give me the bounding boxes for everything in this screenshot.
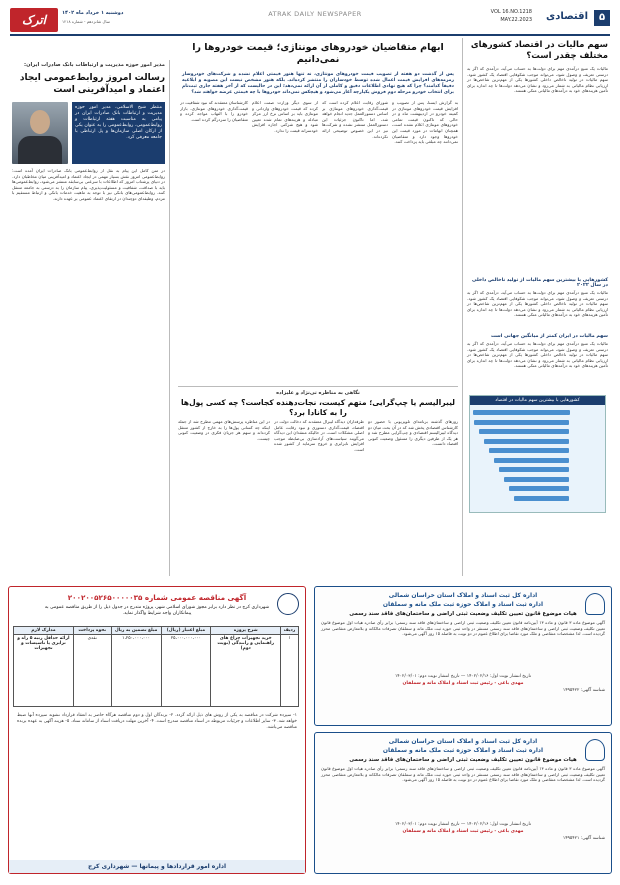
lead-article bbox=[178, 38, 458, 382]
tax-chart-row-bar bbox=[504, 477, 569, 482]
bottom-article bbox=[178, 386, 458, 576]
bottom-article-title: لیبرالیسم یا چپ‌گرایی؛ متهم کیست، نجات‌دهنده کجاست؟ چه کسی پول‌ها را به کانادا برد؟ bbox=[180, 398, 456, 417]
left-article-body: در متن کامل این پیام به نقل از روابط‌عمومی بانک صادرات ایران آمده است: روابط‌عمومی امروز نقش بسیار مهمی در ایجاد اعتماد و امیدآفرینی میان مخاطبان دارد. در دنیای پرشتاب امروز که اطلاعات با سرعتی بی‌سابقه منتشر می‌شود، روابط‌عمومی‌ها باید با صداقت، شفافیت و مسئولیت‌پذیری، پیام سازمان را به درستی به جامعه منتقل کنند. روابط‌عمومی‌های بانکی نیز با توجه به ماهیت خدمات بانکی و ارتباط مستقیم با مردم، وظیفه‌ای دوچندان در ارتقای اعتماد عمومی بر عهده دارند. bbox=[12, 168, 165, 201]
tender-td-3: ۲۵،۰۰۰،۰۰۰،۰۰۰ bbox=[161, 635, 211, 707]
portrait-head bbox=[30, 110, 50, 134]
ad2-body: آگهی موضوع ماده ۳ قانون و ماده ۱۳ آیین‌نامه قانون تعیین تکلیف وضعیت ثبتی اراضی و ساختمان‌های فاقد سند رسمی؛ برابر رأی صادره هیات اول موضوع قانون تعیین تکلیف وضعیت ثبتی اراضی و ساختمان‌های فاقد سند رسمی مستقر در واحد ثبتی حوزه ثبت ملک مانه و سملقان تصرفات مالکانه و بلامعارض متقاضی محرز گردیده است. لذا مشخصات متقاضی و ملک مورد تقاضا برای اطلاع عموم در دو نوبت به فاصله ۱۵ روز آگهی می‌شود. bbox=[321, 766, 605, 783]
tax-chart-rows bbox=[470, 405, 605, 506]
tax-chart-row bbox=[473, 465, 602, 475]
tax-chart-row-bar bbox=[489, 448, 569, 453]
tender-title: آگهی مناقصه عمومی شماره ۲۰۰۲۰۰۵۲۶۵۰۰۰۰۰۳۵ bbox=[67, 593, 247, 602]
left-article-title: رسالت امروز روابط‌عمومی ایجاد اعتماد و امیدآفرینی است bbox=[19, 73, 165, 95]
tax-chart-row-bar bbox=[473, 410, 570, 415]
right-article-title: سهم مالیات در اقتصاد کشورهای مختلف چقدر است؟ bbox=[470, 40, 608, 61]
tender-table-row bbox=[14, 635, 299, 707]
logo-box: اترک bbox=[10, 8, 58, 32]
tax-chart-row bbox=[473, 494, 602, 504]
issue-line: سال شانزدهم - شماره ۱۲۱۸ bbox=[62, 19, 110, 24]
right-article-body-1: مالیات یک منبع درآمدی مهم برای دولت‌ها به حساب می‌آید، درآمدی که اگر به درستی تعریف و وصول شود، می‌تواند موجب شکوفایی اقتصاد یک کشور شود. سهم مالیات در تولید ناخالص داخلی کشورها یکی از مهم‌ترین شاخص‌ها در ارزیابی نظام مالیاتی به شمار می‌رود و نشان می‌دهد دولت‌ها تا چه اندازه برای تأمین هزینه‌های خود به درآمدهای مالیاتی متکی هستند. bbox=[467, 66, 608, 94]
ad-registration-1 bbox=[314, 586, 612, 726]
tax-chart-row-bar bbox=[474, 420, 569, 425]
left-article bbox=[8, 60, 170, 576]
ad2-emblem bbox=[585, 739, 605, 761]
ad1-signature: مهدی باغی - رئیس ثبت اسناد و املاک مانه و سملقان bbox=[402, 681, 524, 686]
tax-chart-row bbox=[473, 418, 602, 428]
lead-col-2-text: شورای رقابت اعلام کرده است که قیمت‌گذاری خودروهای مونتاژی بر اساس دستورالعمل جدید انجام خواهد شد، اما تاکنون جزئیات این دستورالعمل منتشر نشده و شرکت‌ها نیز در این خصوص توضیحی ارائه نکرده‌اند. bbox=[322, 100, 388, 139]
bottom-col-1-text: روزهای گذشته برنامه‌ای تلویزیونی با حضور دو کارشناس اقتصادی پخش شد که در آن بحث میان دو دیدگاه لیبرالیسم اقتصادی و چپ‌گرایی مطرح شد و هر یک از طرفین دیگری را مسئول وضعیت کنونی اقتصاد دانست. bbox=[368, 419, 458, 447]
tender-th-3: مبلغ اعتبار (ریال) bbox=[161, 627, 211, 635]
ad2-signature: مهدی باغی - رئیس ثبت اسناد و املاک مانه و سملقان bbox=[402, 829, 524, 834]
tax-chart-row bbox=[473, 408, 602, 418]
right-article-subhead-2: سهم مالیات در ایران کمتر از میانگین جهانی است bbox=[490, 334, 608, 339]
tax-chart-row bbox=[473, 446, 602, 456]
lead-col-1-text: به گزارش ایسنا، پس از تصویب و افزایش قیمت خودروهای مونتاژی در کمیته خودرو در اردیبهشت ماه و در حالی که تاکنون قیمت تمامی خودروهای مونتاژی اعلام نشده است، همچنان ابهامات در مورد قیمت این خودروها وجود دارد و متقاضیان نمی‌دانند چه مبلغی باید پرداخت کنند. bbox=[392, 100, 458, 145]
ad2-code: شناسه آگهی: ۱۴۹۵۴۲۱ bbox=[562, 836, 605, 841]
tender-td-5: نقدی bbox=[73, 635, 111, 707]
tax-chart-row-bar bbox=[514, 496, 569, 501]
tax-chart-row-bar bbox=[499, 467, 569, 472]
tax-chart-title: کشورهایی با بیشترین سهم مالیات در اقتصاد bbox=[470, 396, 605, 405]
ad-registration-2 bbox=[314, 732, 612, 874]
tender-td-1: ۱ bbox=[281, 635, 299, 707]
tender-footer: اداره امور قراردادها و پیمانها — شهرداری کرج bbox=[9, 860, 305, 873]
tax-chart-row bbox=[473, 427, 602, 437]
tender-notes: ۱- سپرده شرکت در مناقصه به یکی از روش های ذیل ارائه گردد. ۲- برندگان اول و دوم مناقصه هرگاه حاضر به انعقاد قرارداد نشوند سپرده آنها ضبط خواهد شد. ۳- سایر اطلاعات و جزئیات مربوطه در اسناد مناقصه مندرج است. ۴- آخرین مهلت دریافت اسناد از سامانه ستاد. ۵- هزینه آگهی به عهده برنده مناقصه می‌باشد. bbox=[17, 713, 297, 730]
date-line: دوشنبه ۱ خرداد ماه ۱۴۰۲ bbox=[62, 10, 124, 16]
tax-chart-row-bar bbox=[494, 458, 569, 463]
ad2-title: اداره کل ثبت اسناد و املاک استان خراسان شمالی bbox=[388, 738, 538, 745]
ad2-dates: تاریخ انتشار نوبت اول: ۱۴۰۲/۰۲/۱۶ — تاریخ انتشار نوبت دوم: ۱۴۰۲/۰۳/۰۱ bbox=[394, 822, 532, 827]
lead-article-title: ابهام متقاضیان خودروهای مونتاژی؛ قیمت خودروها را نمی‌دانیم bbox=[192, 42, 444, 65]
lead-col-3 bbox=[252, 100, 318, 380]
ad2-heading: هیات موضوع قانون تعیین تکلیف وضعیت ثبتی اراضی و ساختمان‌های فاقد سند رسمی bbox=[349, 757, 577, 763]
lead-col-2 bbox=[322, 100, 388, 380]
right-article bbox=[462, 38, 612, 576]
portrait-body bbox=[18, 136, 62, 164]
lead-col-1 bbox=[392, 100, 458, 380]
ad1-dates: تاریخ انتشار نوبت اول: ۱۴۰۲/۰۲/۱۶ — تاریخ انتشار نوبت دوم: ۱۴۰۲/۰۳/۰۱ bbox=[394, 674, 532, 679]
masthead bbox=[10, 8, 610, 40]
ad1-title: اداره کل ثبت اسناد و املاک استان خراسان شمالی bbox=[388, 592, 538, 599]
tender-th-1: ردیف bbox=[281, 627, 299, 635]
tender-th-5: نحوه پرداخت bbox=[73, 627, 111, 635]
tender-th-4: مبلغ تضمین به ریال bbox=[111, 627, 161, 635]
right-article-body-3: مالیات یک منبع درآمدی مهم برای دولت‌ها به حساب می‌آید، درآمدی که اگر به درستی تعریف و وصول شود، می‌تواند موجب شکوفایی اقتصاد یک کشور شود. سهم مالیات در تولید ناخالص داخلی کشورها یکی از مهم‌ترین شاخص‌ها در ارزیابی نظام مالیاتی به شمار می‌رود و نشان می‌دهد دولت‌ها تا چه اندازه برای تأمین هزینه‌های خود به درآمدهای مالیاتی متکی هستند. bbox=[467, 341, 608, 369]
left-article-kicker: مدیر امور حوزه مدیریت و ارتباطات بانک صادرات ایران: bbox=[24, 62, 165, 68]
page-number-badge: ۵ bbox=[594, 10, 610, 26]
vol-line: VOL 16.NO.1218 bbox=[490, 9, 532, 15]
tax-chart-row bbox=[473, 437, 602, 447]
tax-chart-row bbox=[473, 484, 602, 494]
right-article-subhead-1: کشورهایی با بیشترین سهم مالیات از تولید ناخالص داخلی در سال ۲۰۲۲ bbox=[471, 278, 608, 288]
paper-name: ATRAK DAILY NEWSPAPER bbox=[268, 10, 362, 18]
ad2-subtitle: اداره ثبت اسناد و املاک حوزه ثبت ملک مانه و سملقان bbox=[382, 747, 544, 754]
ad-tender bbox=[8, 586, 306, 874]
tender-td-6: ارائه حداقل رتبه ۵ راه و ترابری یا تاسیسات و تجهیزات bbox=[14, 635, 74, 707]
tax-chart-row bbox=[473, 456, 602, 466]
section-label: اقتصادی bbox=[546, 11, 588, 22]
header-rule bbox=[10, 34, 610, 36]
ad1-code: شناسه آگهی: ۱۴۹۵۴۲۲ bbox=[562, 688, 605, 693]
tender-th-6: مدارک لازم bbox=[14, 627, 74, 635]
tender-table bbox=[13, 626, 299, 707]
tender-intro: شهرداری کرج در نظر دارد برابر مجوز شورای اسلامی شهر، پروژه مندرج در جدول ذیل را از طریق مناقصه عمومی به پیمانکاران واجد شرایط واگذار نماید. bbox=[44, 605, 270, 616]
tender-emblem bbox=[277, 593, 299, 615]
date-en: MAY.22.2023 bbox=[500, 17, 532, 23]
tax-chart-row-bar bbox=[509, 486, 569, 491]
tax-chart-row-bar bbox=[484, 439, 569, 444]
ad1-emblem bbox=[585, 593, 605, 615]
right-article-body-2: مالیات یک منبع درآمدی مهم برای دولت‌ها به حساب می‌آید، درآمدی که اگر به درستی تعریف و وصول شود، می‌تواند موجب شکوفایی اقتصاد یک کشور شود. سهم مالیات در تولید ناخالص داخلی کشورها یکی از مهم‌ترین شاخص‌ها در ارزیابی نظام مالیاتی به شمار می‌رود و نشان می‌دهد دولت‌ها تا چه اندازه برای تأمین هزینه‌های خود به درآمدهای مالیاتی متکی هستند. bbox=[467, 290, 608, 318]
tender-th-2: شرح پروژه bbox=[211, 627, 281, 635]
tax-chart-row bbox=[473, 475, 602, 485]
lead-col-4-text: کارشناسان معتقدند که نبود شفافیت در قیمت‌گذاری خودروهای مونتاژی، بازار خودرو را با التهاب مواجه کرده و متقاضیان را سردرگم کرده است. bbox=[180, 100, 248, 122]
bottom-col-2-text: طرفداران دیدگاه لیبرال معتقدند که دخالت دولت در اقتصاد، قیمت‌گذاری دستوری و نبود رقابت عامل اصلی مشکلات است، در حالیکه منتقدان این دیدگاه می‌گویند سیاست‌های آزادسازی بی‌ضابطه موجب افزایش نابرابری و خروج سرمایه از کشور شده است. bbox=[274, 419, 364, 452]
tax-chart bbox=[469, 395, 606, 513]
bottom-col-1 bbox=[368, 419, 458, 575]
bottom-col-2 bbox=[274, 419, 364, 575]
tax-chart-row-bar bbox=[479, 429, 569, 434]
bottom-col-3-text: در این مناظره پرسش‌های مهمی مطرح شد از جمله اینکه چه کسانی پول‌ها را به خارج از کشور منتقل کرده‌اند و سهم هر جریان فکری در وضعیت کنونی چیست. bbox=[178, 419, 270, 441]
left-article-lead: منتظر شیخ الاسلامی، مدیر امور حوزه مدیریت و ارتباطات بانک صادرات ایران در پیامی به مناسبت هفته ارتباطات و روابط‌عمومی، روابط‌عمومی را به عنوان یکی از ارکان اصلی سازمان‌ها و پل ارتباطی با جامعه معرفی کرد. bbox=[72, 102, 165, 164]
lead-col-4 bbox=[180, 100, 248, 380]
bottom-article-kicker: نگاهی به مناظره تی‌نژاد و علیزاده bbox=[276, 390, 360, 396]
tender-table-header bbox=[14, 627, 299, 635]
tender-td-4: ۱،۲۵۰،۰۰۰،۰۰۰ bbox=[111, 635, 161, 707]
lead-col-3-text: از سوی دیگر وزارت صمت اعلام کرده که قیمت خودروهای وارداتی و مونتاژی باید بر اساس نرخ ارز مرکز مبادله و هزینه‌های تمام شده تعیین شود و هیچ شرکتی اجازه افزایش خودسرانه قیمت را ندارد. bbox=[252, 100, 318, 133]
portrait-photo bbox=[12, 102, 68, 164]
ad1-body: آگهی موضوع ماده ۳ قانون و ماده ۱۳ آیین‌نامه قانون تعیین تکلیف وضعیت ثبتی اراضی و ساختمان‌های فاقد سند رسمی؛ برابر رأی صادره هیات اول موضوع قانون تعیین تکلیف وضعیت ثبتی اراضی و ساختمان‌های فاقد سند رسمی مستقر در واحد ثبتی حوزه ثبت ملک مانه و سملقان تصرفات مالکانه و بلامعارض متقاضی محرز گردیده است. لذا مشخصات متقاضی و ملک مورد تقاضا برای اطلاع عموم در دو نوبت به فاصله ۱۵ روز آگهی می‌شود. bbox=[321, 620, 605, 637]
lead-article-lead: پس از گذشت دو هفته از تصویب قیمت خودروهای مونتاژی، نه تنها هنوز قیمتی اعلام نشده و شرکت‌های خودروساز زمزمه‌های افزایش قیمت اعمال شده توسط خودسازان را منتشر کرده‌اند. بلکه هنوز مشخص نیست این مصوبه و ابلاغیه دقیقاً کدامند؟ چرا که هیچ نهادی اطلاعات دقیق و کاملی از آن ارائه نمی‌دهد؛ این در حالیست که از آخر هفته جاری ثبت‌نام برای انتخاب خودرو مرحله دوم فروش یکپارچه آغاز می‌شود و هیچکس نمی‌داند خودروها با چه قیمتی عرضه خواهند شد؟ bbox=[182, 72, 454, 95]
bottom-col-3 bbox=[178, 419, 270, 575]
left-article-photo-lead bbox=[8, 102, 169, 164]
ad1-heading: هیات موضوع قانون تعیین تکلیف وضعیت ثبتی اراضی و ساختمان‌های فاقد سند رسمی bbox=[349, 611, 577, 617]
tender-td-2: خرید تجهیزات چراغ های راهنمایی و رانندگی (نوبت دوم) bbox=[211, 635, 281, 707]
ad1-subtitle: اداره ثبت اسناد و املاک حوزه ثبت ملک مانه و سملقان bbox=[382, 601, 544, 608]
